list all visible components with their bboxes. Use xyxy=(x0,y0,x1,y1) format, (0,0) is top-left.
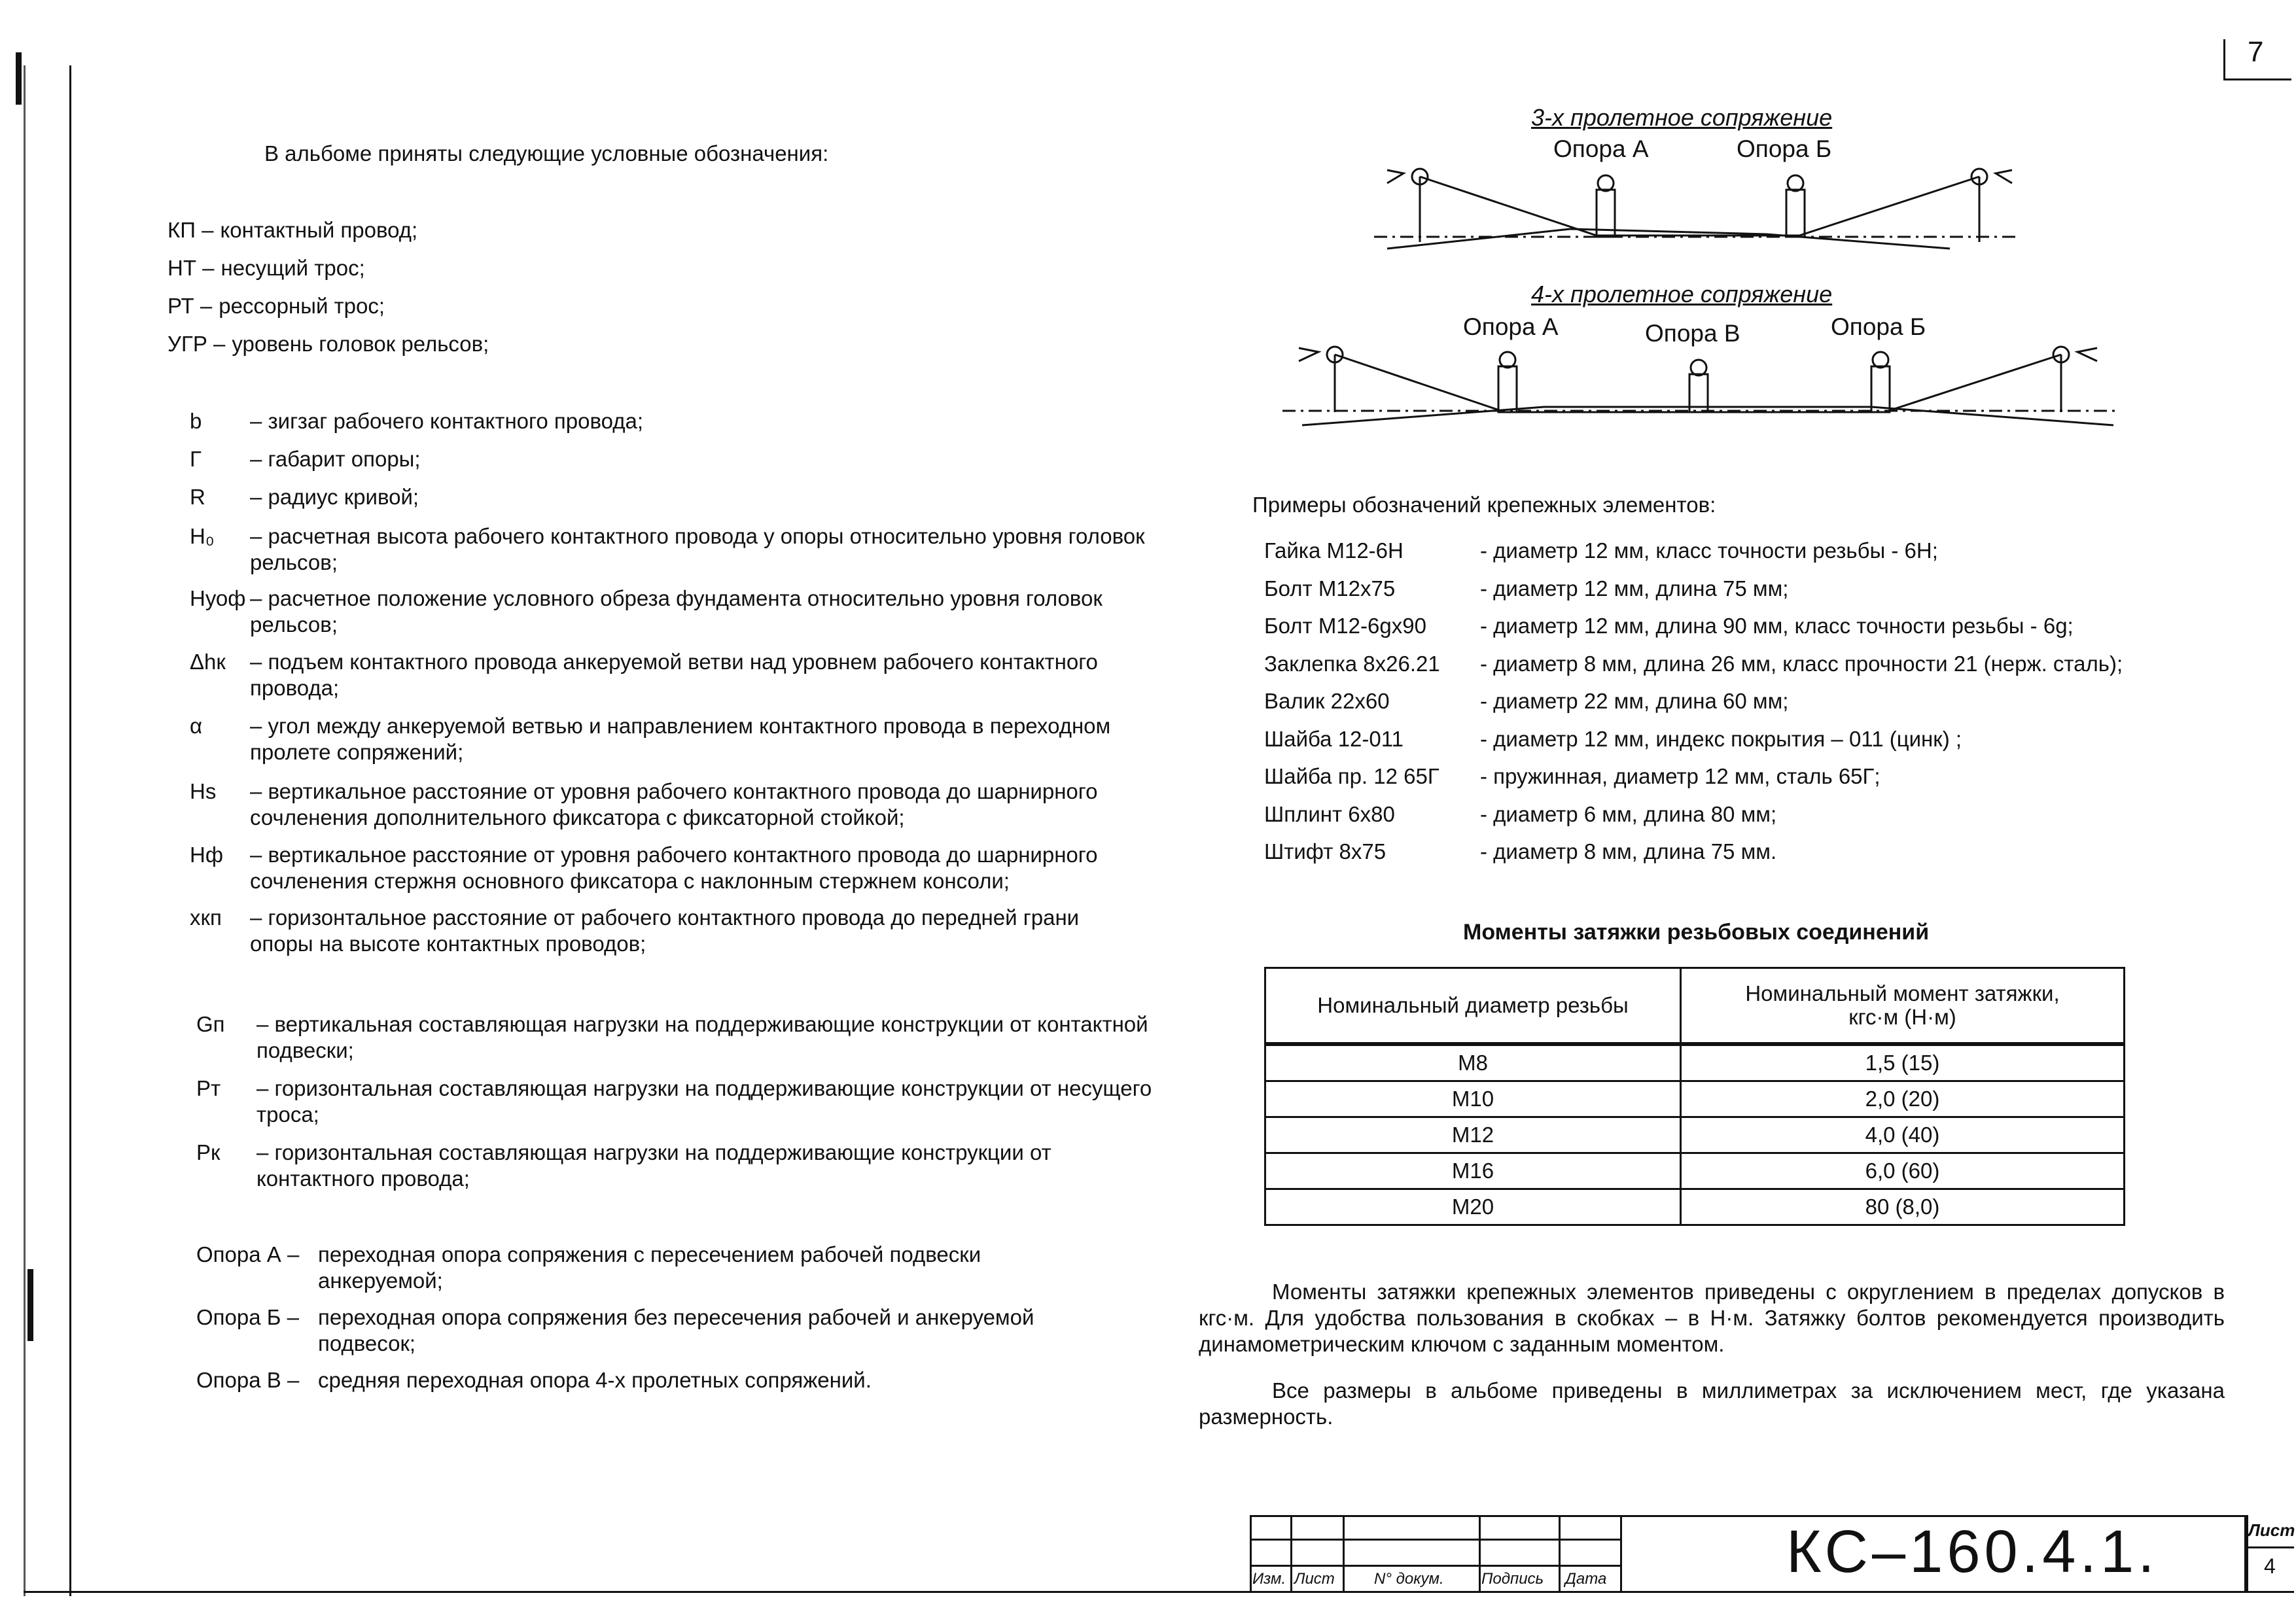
fastener-name: Заклепка 8х26.21 xyxy=(1264,651,1440,676)
tb-line-1 xyxy=(1250,1539,1620,1541)
torque-table xyxy=(1264,967,2125,1226)
torque-row xyxy=(1265,1153,2125,1189)
left-edge-mark xyxy=(16,52,22,105)
legend-symbol: Δhк xyxy=(190,650,226,674)
legend-description: – подъем контактного провода анкеруемой ветви над уровнем рабочего контактного провода; xyxy=(250,650,1098,700)
legend-description: – горизонтальная составляющая нагрузки на поддерживающие конструкции от контактного провода; xyxy=(256,1140,1051,1191)
fastener-description: - диаметр 12 мм, длина 90 мм, класс точности резьбы - 6g; xyxy=(1480,614,2074,638)
fastener-description: - пружинная, диаметр 12 мм, сталь 65Г; xyxy=(1480,764,1881,788)
legend-description: – горизонтальная составляющая нагрузки на поддерживающие конструкции от несущего троса; xyxy=(256,1076,1152,1126)
fastener-description: - диаметр 12 мм, индекс покрытия – 011 (цинк) ; xyxy=(1480,726,1962,751)
left-binding-line xyxy=(69,65,71,1596)
diagram3-label-a: Опора А xyxy=(1553,135,1649,162)
fastener-description: - диаметр 12 мм, класс точности резьбы - 6Н; xyxy=(1480,538,1938,563)
legend-symbol: α xyxy=(190,714,203,738)
torque-moment: 2,0 (20) xyxy=(1681,1081,2125,1117)
legend-item xyxy=(168,293,385,319)
legend-symbol: Г xyxy=(190,447,202,471)
legend-symbol: Hs xyxy=(190,779,217,803)
tb-izm: Изм. xyxy=(1252,1570,1286,1588)
legend-description: контактный провод; xyxy=(220,218,418,242)
torque-moment: 4,0 (40) xyxy=(1681,1117,2125,1153)
legend-symbol: Опора А – xyxy=(196,1242,300,1266)
torque-header-diameter: Номинальный диаметр резьбы xyxy=(1265,968,1681,1045)
legend-symbol: Hуоф xyxy=(190,586,246,610)
tb-sheet-line xyxy=(2244,1546,2294,1548)
torque-body xyxy=(1265,1044,2125,1225)
torque-moment: 6,0 (60) xyxy=(1681,1153,2125,1189)
torque-diameter: М12 xyxy=(1265,1117,1681,1153)
fastener-description: - диаметр 6 мм, длина 80 мм; xyxy=(1480,801,1777,826)
diagram4-label-a: Опора А xyxy=(1463,313,1559,340)
tb-line-2 xyxy=(1250,1565,1620,1567)
torque-diameter: М16 xyxy=(1265,1153,1681,1189)
fastener-name: Шайба пр. 12 65Г xyxy=(1264,764,1439,788)
note-torque: Моменты затяжки крепежных элементов приведены с округлением в пределах допусков в кгс·м. Для удобства пользования в скобках – в Н·м. Затяжку болтов рекомендуется производить динамометрическим ключом с заданным моментом. xyxy=(1199,1280,2225,1356)
fastener-name: Шайба 12-011 xyxy=(1264,726,1404,751)
diagram4-svg xyxy=(1282,334,2127,432)
legend-description: – зигзаг рабочего контактного провода; xyxy=(250,409,644,433)
torque-diameter: М10 xyxy=(1265,1081,1681,1117)
diagram4-label-b: Опора Б xyxy=(1831,313,1926,340)
tb-list: Лист xyxy=(1294,1570,1335,1588)
diagram3-svg xyxy=(1374,157,2028,262)
torque-title: Моменты затяжки резьбовых соединений xyxy=(1463,920,1930,945)
page-number: 7 xyxy=(2248,36,2264,68)
legend-symbol: xкп xyxy=(190,905,222,930)
left-edge-mark-2 xyxy=(27,1269,33,1341)
torque-header-moment xyxy=(1681,968,2125,1045)
diagram3-title: 3-х пролетное сопряжение xyxy=(1531,104,1833,131)
tb-col-5 xyxy=(1620,1515,1622,1591)
tb-sheet-number: 4 xyxy=(2264,1554,2276,1578)
legend-description: – расчетная высота рабочего контактного провода у опоры относительно уровня головок рельсов; xyxy=(250,524,1145,574)
legend-item xyxy=(168,331,489,357)
fastener-name: Болт М12х75 xyxy=(1264,576,1396,601)
legend-description: рессорный трос; xyxy=(219,294,385,318)
fastener-name: Шплинт 6х80 xyxy=(1264,801,1395,826)
legend-symbol: Gп xyxy=(196,1012,225,1036)
legend-symbol: Опора Б – xyxy=(196,1305,299,1329)
legend-item xyxy=(168,217,417,243)
page-corner-line-h xyxy=(2223,79,2291,80)
tb-col-4 xyxy=(1559,1515,1561,1591)
legend-symbol: Опора В – xyxy=(196,1368,300,1392)
legend-description: уровень головок рельсов; xyxy=(232,332,489,356)
legend-description: средняя переходная опора 4-х пролетных сопряжений. xyxy=(318,1368,872,1392)
fastener-name: Гайка М12-6Н xyxy=(1264,538,1404,563)
fastener-description: - диаметр 22 мм, длина 60 мм; xyxy=(1480,689,1789,713)
legend-symbol: НТ – xyxy=(168,256,215,280)
document-code: КС–160.4.1. xyxy=(1786,1518,2159,1585)
fastener-name: Валик 22х60 xyxy=(1264,689,1390,713)
torque-row xyxy=(1265,1044,2125,1081)
torque-diameter: М20 xyxy=(1265,1189,1681,1225)
torque-diameter: М8 xyxy=(1265,1044,1681,1081)
fastener-description: - диаметр 8 мм, длина 26 мм, класс прочности 21 (нерж. сталь); xyxy=(1480,651,2123,676)
intro-text: В альбоме приняты следующие условные обозначения: xyxy=(264,141,829,166)
legend-item xyxy=(168,255,365,281)
legend-symbol: КП – xyxy=(168,218,214,242)
tb-col-2 xyxy=(1343,1515,1345,1591)
torque-header-moment-line2: кгс·м (Н·м) xyxy=(1848,1005,1956,1029)
diagram3-label-b: Опора Б xyxy=(1737,135,1832,162)
legend-description: – угол между анкеруемой ветвью и направлением контактного провода в переходном пролете сопряжений; xyxy=(250,714,1111,764)
left-edge-line xyxy=(24,65,26,1596)
tb-sign: Подпись xyxy=(1481,1570,1544,1588)
legend-symbol: РТ – xyxy=(168,294,213,318)
tb-sheet-label: Лист xyxy=(2248,1520,2295,1540)
legend-description: – горизонтальное расстояние от рабочего контактного провода до передней грани опоры на высоте контактных проводов; xyxy=(250,905,1080,956)
tb-doc: N° докум. xyxy=(1374,1570,1444,1588)
torque-row xyxy=(1265,1081,2125,1117)
page-corner-line-v xyxy=(2223,39,2225,80)
fastener-name: Болт М12-6gх90 xyxy=(1264,614,1426,638)
torque-moment: 80 (8,0) xyxy=(1681,1189,2125,1225)
legend-symbol: Pк xyxy=(196,1140,221,1164)
tb-date: Дата xyxy=(1565,1570,1607,1588)
torque-row xyxy=(1265,1117,2125,1153)
legend-description: – вертикальное расстояние от уровня рабочего контактного провода до шарнирного сочленения стержня основного фиксатора с наклонным стержнем консоли; xyxy=(250,843,1098,893)
fasteners-title: Примеры обозначений крепежных элементов: xyxy=(1252,493,1716,517)
fastener-description: - диаметр 8 мм, длина 75 мм. xyxy=(1480,839,1777,864)
tb-col-3 xyxy=(1479,1515,1481,1591)
legend-description: – габарит опоры; xyxy=(250,447,421,471)
legend-description: – расчетное положение условного обреза фундамента относительно уровня головок рельсов; xyxy=(250,586,1103,637)
legend-symbol: H₀ xyxy=(190,524,215,548)
torque-moment: 1,5 (15) xyxy=(1681,1044,2125,1081)
diagram4-label-v: Опора В xyxy=(1645,320,1740,347)
legend-description: – вертикальная составляющая нагрузки на поддерживающие конструкции от контактной подвески; xyxy=(256,1012,1148,1062)
legend-description: – вертикальное расстояние от уровня рабочего контактного провода до шарнирного сочленения дополнительного фиксатора с фиксаторной стойкой; xyxy=(250,779,1098,829)
legend-symbol: УГР – xyxy=(168,332,226,356)
tb-col-1 xyxy=(1290,1515,1292,1591)
torque-row xyxy=(1265,1189,2125,1225)
legend-description: несущий трос; xyxy=(221,256,365,280)
torque-header-moment-line1: Номинальный момент затяжки, xyxy=(1745,981,2060,1005)
legend-description: – радиус кривой; xyxy=(250,485,419,509)
legend-symbol: b xyxy=(190,409,202,433)
fastener-description: - диаметр 12 мм, длина 75 мм; xyxy=(1480,576,1789,601)
legend-description: переходная опора сопряжения с пересечением рабочей подвески анкеруемой; xyxy=(318,1242,981,1293)
legend-description: переходная опора сопряжения без пересечения рабочей и анкеруемой подвесок; xyxy=(318,1305,1034,1355)
legend-symbol: Pт xyxy=(196,1076,221,1100)
tb-col-6 xyxy=(2244,1515,2246,1591)
note-dimensions: Все размеры в альбоме приведены в миллиметрах за исключением мест, где указана размерность. xyxy=(1199,1378,2225,1429)
legend-symbol: R xyxy=(190,485,205,509)
legend-symbol: Hф xyxy=(190,843,223,867)
diagram4-title: 4-х пролетное сопряжение xyxy=(1531,281,1833,307)
fastener-name: Штифт 8х75 xyxy=(1264,839,1386,864)
